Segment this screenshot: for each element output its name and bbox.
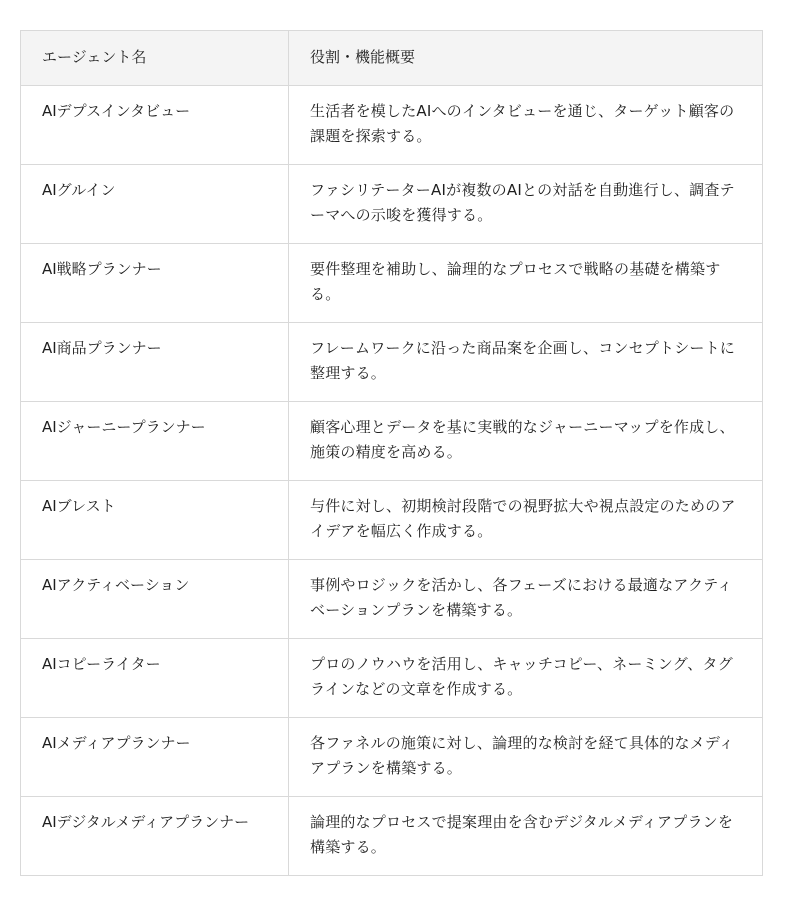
agent-role-cell: 論理的なプロセスで提案理由を含むデジタルメディアプランを構築する。 <box>289 797 763 876</box>
agent-role-cell: 事例やロジックを活かし、各フェーズにおける最適なアクティベーションプランを構築する。 <box>289 560 763 639</box>
table-header <box>21 31 763 86</box>
table-body <box>21 86 763 876</box>
table-row <box>21 244 763 323</box>
agent-name-cell: AIブレスト <box>21 481 289 560</box>
agent-name-cell: AI戦略プランナー <box>21 244 289 323</box>
agent-role-cell: 各ファネルの施策に対し、論理的な検討を経て具体的なメディアプランを構築する。 <box>289 718 763 797</box>
agent-name-cell: AIアクティベーション <box>21 560 289 639</box>
table-row <box>21 402 763 481</box>
table-row <box>21 481 763 560</box>
agent-name-cell: AI商品プランナー <box>21 323 289 402</box>
table-row <box>21 86 763 165</box>
agent-name-cell: AIコピーライター <box>21 639 289 718</box>
agent-role-cell: プロのノウハウを活用し、キャッチコピー、ネーミング、タグラインなどの文章を作成する。 <box>289 639 763 718</box>
table-row <box>21 323 763 402</box>
table-row <box>21 797 763 876</box>
agent-role-cell: フレームワークに沿った商品案を企画し、コンセプトシートに整理する。 <box>289 323 763 402</box>
table-row <box>21 560 763 639</box>
table-row <box>21 639 763 718</box>
table-row <box>21 718 763 797</box>
header-row <box>21 31 763 86</box>
header-role: 役割・機能概要 <box>289 31 763 86</box>
agent-role-cell: 顧客心理とデータを基に実戦的なジャーニーマップを作成し、施策の精度を高める。 <box>289 402 763 481</box>
agent-role-cell: 生活者を模したAIへのインタビューを通じ、ターゲット顧客の課題を探索する。 <box>289 86 763 165</box>
agent-table <box>20 30 763 876</box>
agent-name-cell: AIデプスインタビュー <box>21 86 289 165</box>
agent-role-cell: 要件整理を補助し、論理的なプロセスで戦略の基礎を構築する。 <box>289 244 763 323</box>
agent-name-cell: AIメディアプランナー <box>21 718 289 797</box>
agent-role-cell: 与件に対し、初期検討段階での視野拡大や視点設定のためのアイデアを幅広く作成する。 <box>289 481 763 560</box>
header-agent-name: エージェント名 <box>21 31 289 86</box>
agent-name-cell: AIグルイン <box>21 165 289 244</box>
agent-name-cell: AIジャーニープランナー <box>21 402 289 481</box>
agent-name-cell: AIデジタルメディアプランナー <box>21 797 289 876</box>
agent-role-cell: ファシリテーターAIが複数のAIとの対話を自動進行し、調査テーマへの示唆を獲得する。 <box>289 165 763 244</box>
table-row <box>21 165 763 244</box>
